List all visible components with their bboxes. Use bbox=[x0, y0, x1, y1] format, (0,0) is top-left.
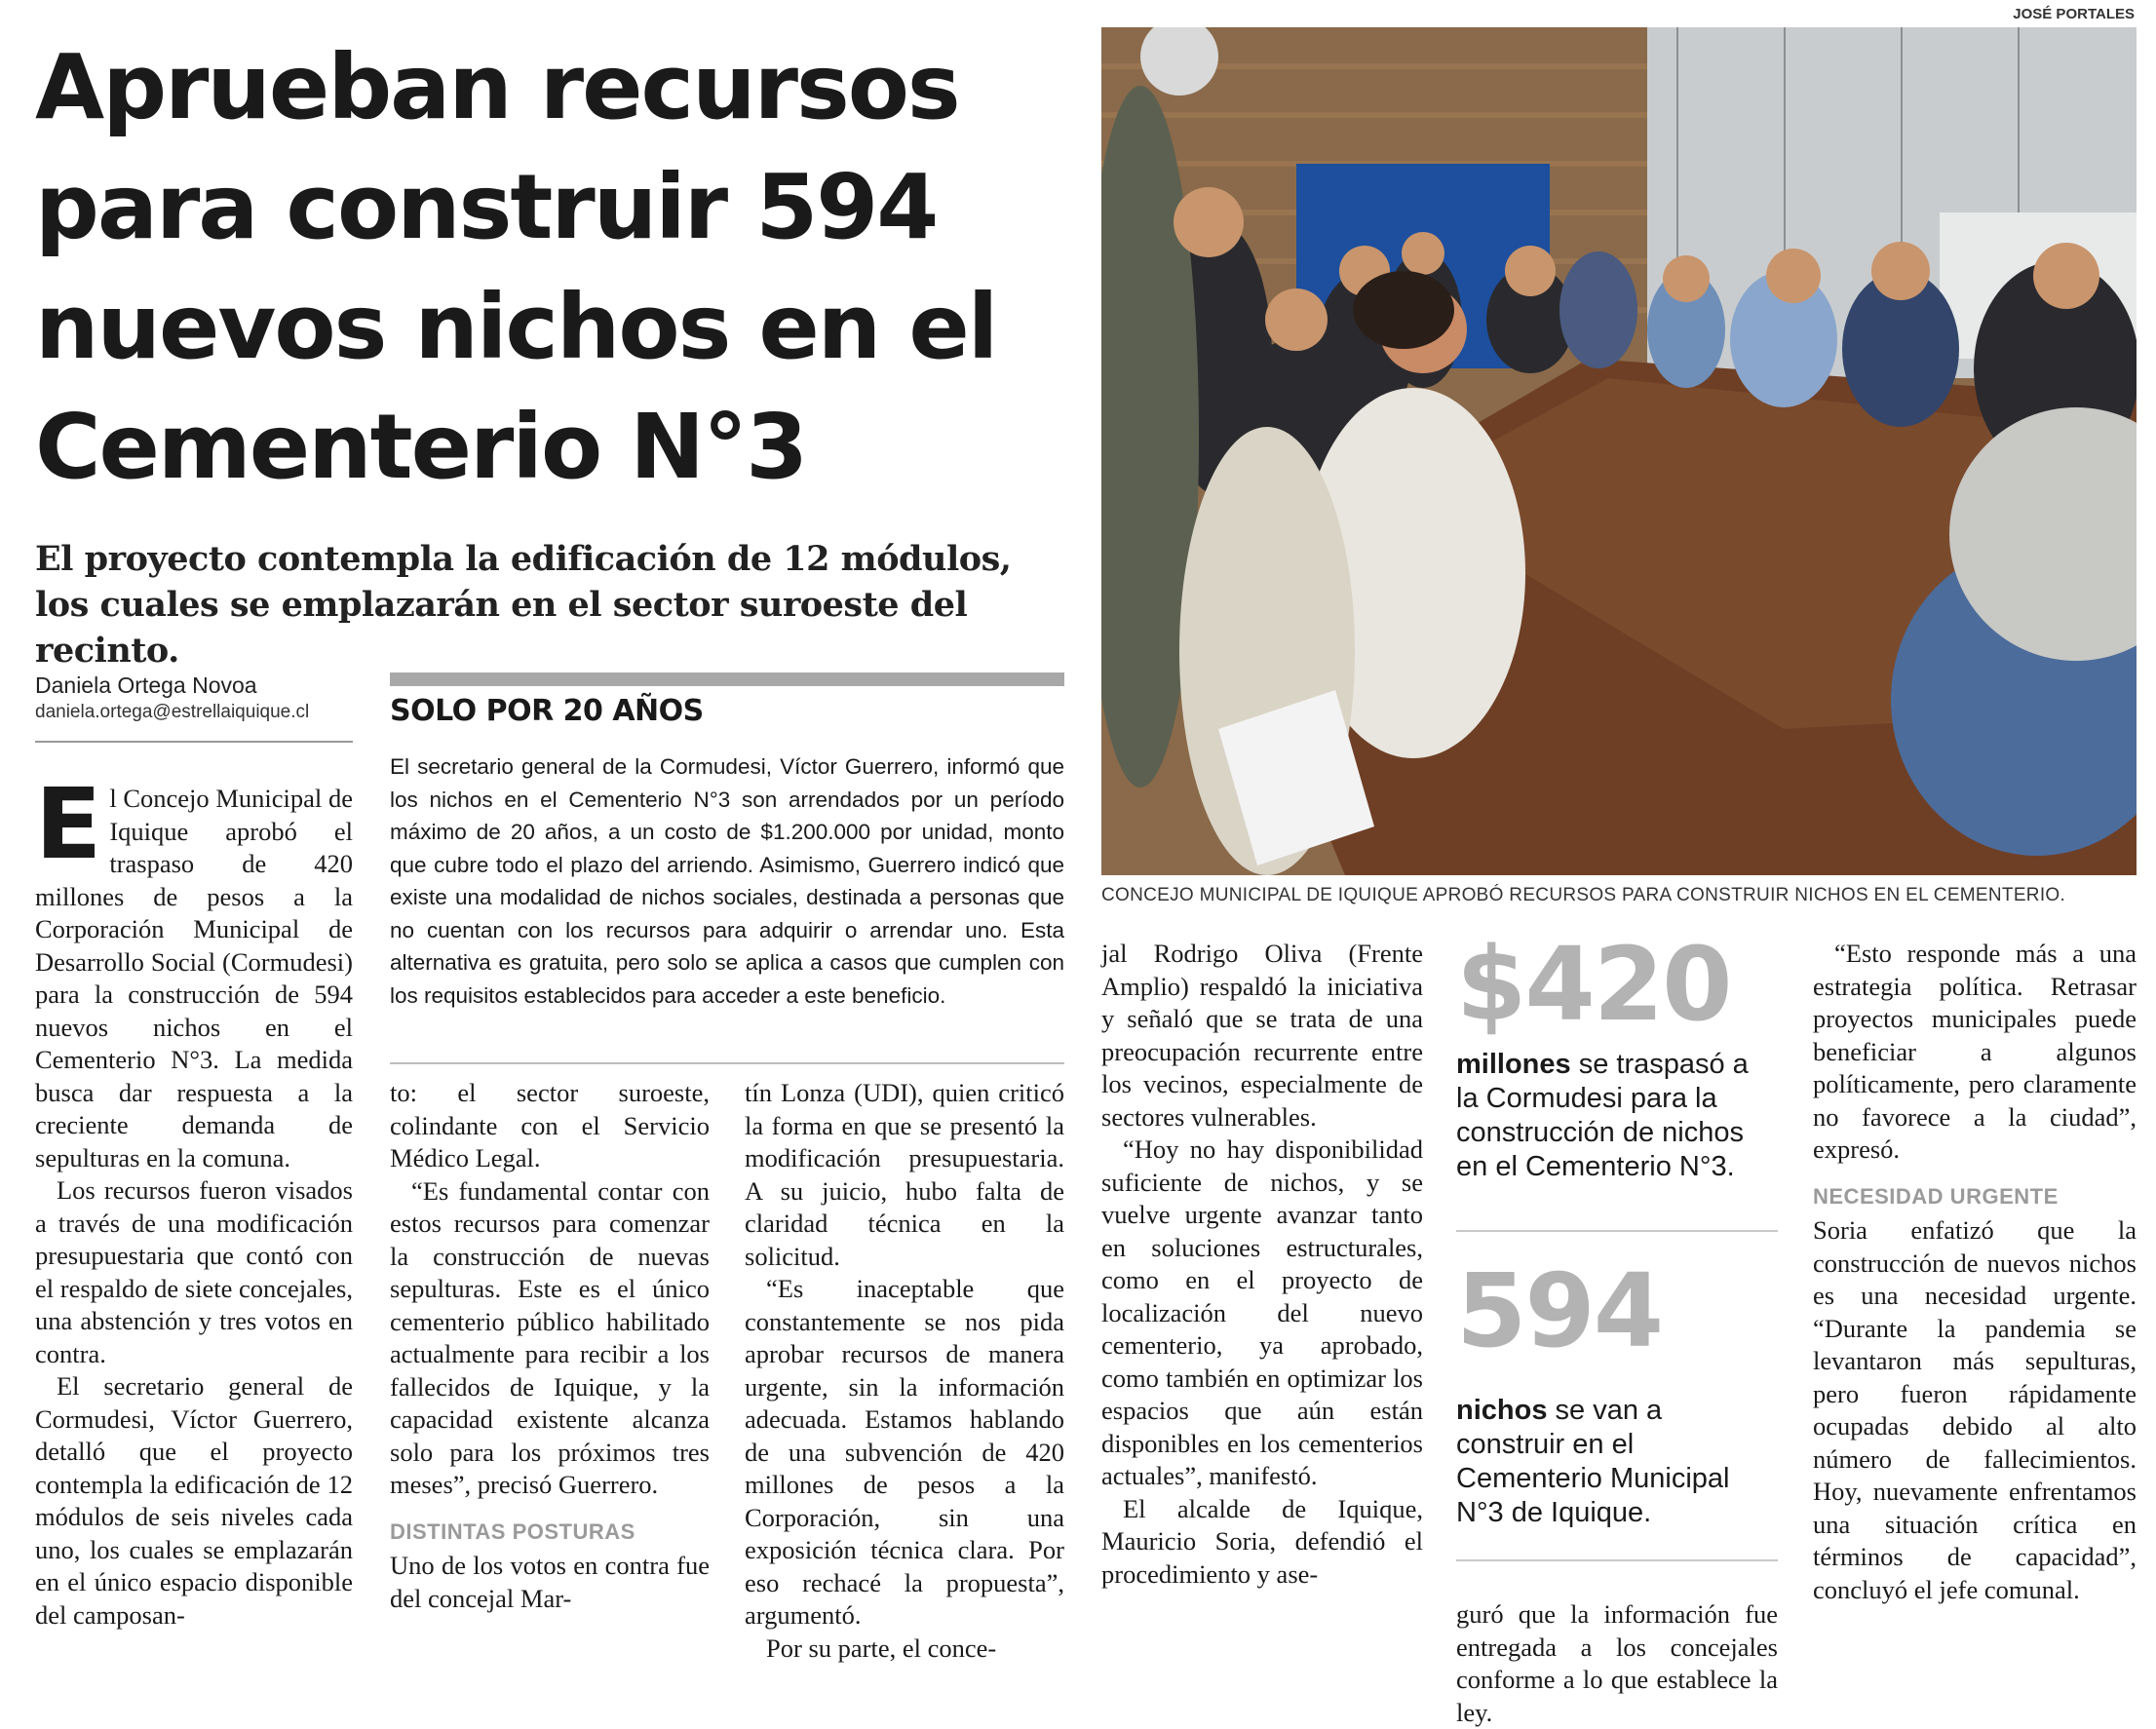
section-heading: NECESIDAD URGENTE bbox=[1813, 1183, 2059, 1209]
box-top-bar bbox=[390, 672, 1064, 686]
stat-block-2 bbox=[1456, 1251, 1778, 1530]
paragraph: Los recursos fueron visados a través de una modificación presupuestaria que contó con el respaldo de siete concejales, una abstención y tres votos en contra. bbox=[35, 1175, 353, 1368]
photo-caption: CONCEJO MUNICIPAL DE IQUIQUE APROBÓ RECURSOS PARA CONSTRUIR NICHOS EN EL CEMENTERIO. bbox=[1101, 885, 2066, 905]
paragraph: El Concejo Municipal de Iquique aprobó el traspaso de 420 millones de pesos a la Corporación Municipal de Desarrollo Social (Cormudesi) para la construcción de 594 nuevos nichos en el Cementerio N°3. La medida busca dar respuesta a la creciente demanda de sepulturas en la comuna. bbox=[35, 767, 353, 1172]
body-column-2 bbox=[390, 1077, 710, 1615]
photo-credit: JOSÉ PORTALES bbox=[2013, 6, 2135, 22]
article-subtitle: El proyecto contempla la edificación de 12 módulos, los cuales se emplazarán en el sector suroeste del recinto. bbox=[35, 539, 1012, 671]
paragraph: El alcalde de Iquique, Mauricio Soria, defendió el procedimiento y ase- bbox=[1101, 1493, 1423, 1589]
box-bottom-rule bbox=[390, 1062, 1064, 1064]
meeting-photo-illustration bbox=[1101, 27, 2137, 875]
stat-number: $420 bbox=[1456, 925, 1731, 1044]
body-column-4 bbox=[1101, 938, 1423, 1591]
body-column-6 bbox=[1813, 938, 2137, 1606]
stat-divider bbox=[1456, 1230, 1778, 1232]
paragraph: “Esto responde más a una estrategia política. Retrasar proyectos municipales puede beneficiar a algunos políticamente, pero claramente no favorece a la ciudad”, expresó. bbox=[1813, 939, 2137, 1164]
article-title: Aprueban recursos para construir 594 nuevos nichos en el Cementerio N°3 bbox=[35, 35, 997, 499]
meeting-photo bbox=[1101, 27, 2137, 875]
stat-description: nichos se van a construir en el Cementerio Municipal N°3 de Iquique. bbox=[1456, 1395, 1730, 1528]
paragraph: “Hoy no hay disponibilidad suficiente de nichos, y se vuelve urgente avanzar tanto en soluciones estructurales, como en el proyecto de localización del nuevo cementerio, ya aprobado, como también en optimizar los espacios que aún están disponibles en los cementerios actuales”, manifestó. bbox=[1101, 1134, 1423, 1490]
author-email: daniela.ortega@estrellaiquique.cl bbox=[35, 702, 310, 722]
paragraph: “Es inaceptable que constantemente se nos pida aprobar recursos de manera urgente, sin la información adecuada. Estamos hablando de una subvención de 420 millones de pesos a la Corporación, sin una exposición técnica clara. Por eso rechacé la propuesta”, argumentó. bbox=[745, 1274, 1064, 1630]
stat-block-1 bbox=[1456, 925, 1778, 1184]
paragraph: El secretario general de Cormudesi, Víctor Guerrero, detalló que el proyecto contempla la edificación de 12 módulos de seis niveles cada uno, los cuales se emplazarán en el único espacio disponible del camposan- bbox=[35, 1371, 353, 1630]
body-column-1 bbox=[35, 767, 353, 1632]
body-column-3 bbox=[745, 1077, 1064, 1665]
paragraph: guró que la información fue entregada a los concejales conforme a lo que establece la ley. bbox=[1456, 1599, 1778, 1727]
box-text: El secretario general de la Cormudesi, Víctor Guerrero, informó que los nichos en el Cementerio N°3 son arrendados por un período máximo de 20 años, a un costo de $1.200.000 por unidad, monto que cubre todo el plazo del arriendo. Asimismo, Guerrero indicó que existe una modalidad de nichos sociales, destinada a personas que no cuentan con los recursos para adquirir o arrendar uno. Esta alternativa es gratuita, pero solo se aplica a casos que cumplen con los requisitos establecidos para acceder a este beneficio. bbox=[390, 754, 1064, 1008]
paragraph: to: el sector suroeste, colindante con el Servicio Médico Legal. bbox=[390, 1078, 710, 1172]
section-heading: DISTINTAS POSTURAS bbox=[390, 1518, 635, 1544]
stat-description: millones se traspasó a la Cormudesi para la construcción de nichos en el Cementerio N°3. bbox=[1456, 1049, 1749, 1182]
paragraph: Uno de los votos en contra fue del concejal Mar- bbox=[390, 1551, 710, 1613]
byline-divider bbox=[35, 741, 353, 743]
author-name: Daniela Ortega Novoa bbox=[35, 672, 257, 698]
box-title: SOLO POR 20 AÑOS bbox=[390, 694, 704, 728]
stat-divider bbox=[1456, 1559, 1778, 1561]
paragraph: “Es fundamental contar con estos recursos para comenzar la construcción de nuevas sepulturas. Este es el único cementerio público habilitado actualmente para recibir a los fallecidos de Iquique, y la capacidad existente alcanza solo para los próximos tres meses”, precisó Guerrero. bbox=[390, 1175, 710, 1499]
paragraph: Por su parte, el conce- bbox=[766, 1633, 997, 1663]
body-column-5 bbox=[1456, 1598, 1778, 1729]
paragraph: Soria enfatizó que la construcción de nuevos nichos es una necesidad urgente. “Durante la pandemia se levantaron más sepulturas, pero fueron rápidamente ocupadas debido al alto número de fallecimientos. Hoy, nuevamente enfrentamos una situación crítica en términos de capacidad”, concluyó el jefe comunal. bbox=[1813, 1215, 2137, 1604]
paragraph: jal Rodrigo Oliva (Frente Amplio) respaldó la iniciativa y señaló que se trata de una preocupación recurrente entre los vecinos, especialmente de sectores vulnerables. bbox=[1101, 939, 1423, 1132]
paragraph: tín Lonza (UDI), quien criticó la forma en que se presentó la modificación presupuestaria. A su juicio, hubo falta de claridad técnica en la solicitud. bbox=[745, 1078, 1064, 1271]
stat-number: 594 bbox=[1456, 1251, 1663, 1370]
drop-cap: E bbox=[35, 767, 102, 881]
